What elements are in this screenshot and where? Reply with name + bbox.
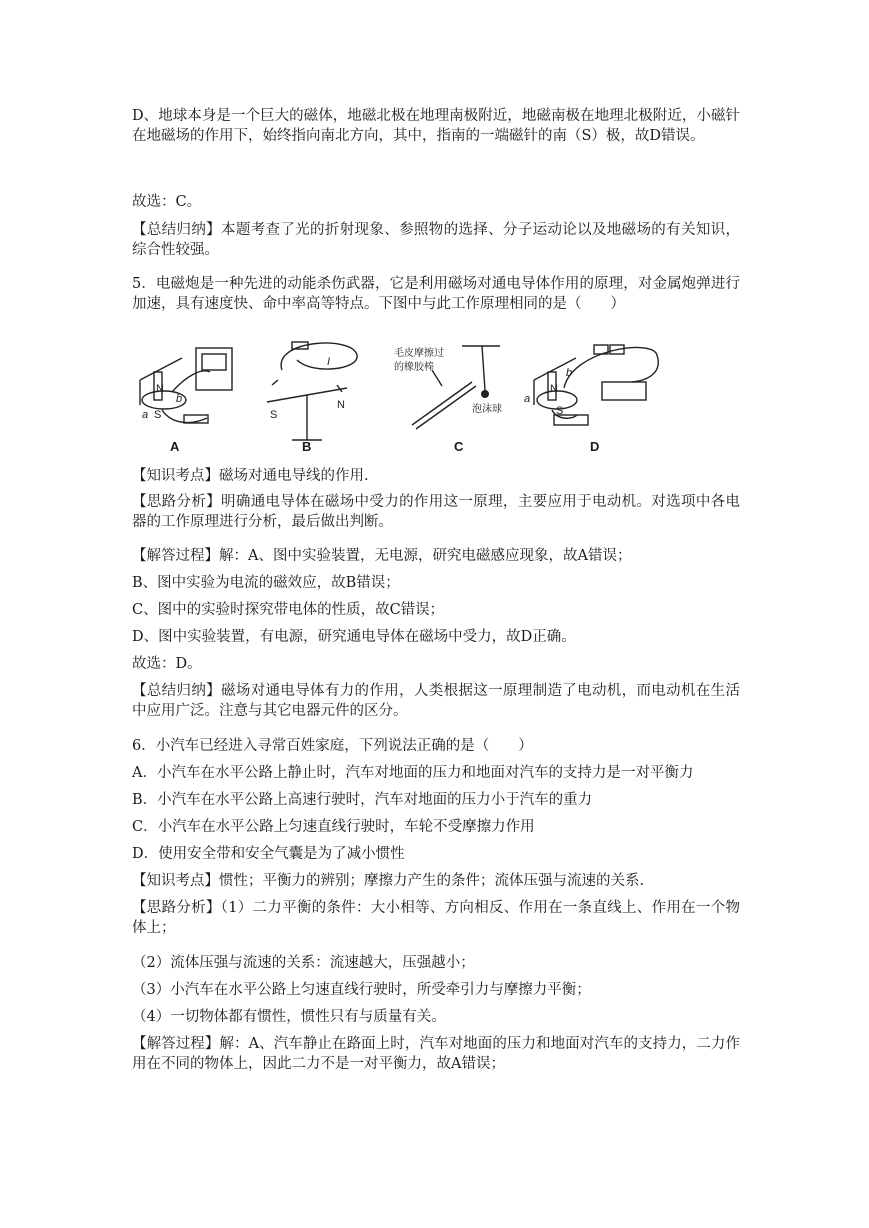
text-line: D、图中实验装置，有电源，研究通电导体在磁场中受力，故D正确。	[132, 629, 576, 645]
text-paragraph: 【总结归纳】磁场对通电导体有力的作用，人类根据这一原理制造了电动机，而电动机在生活中应用广泛。注意与其它电器元件的区分。	[132, 683, 740, 719]
figure-c-text-1: 毛皮摩擦过	[394, 348, 444, 359]
text-line: 故选：C。	[132, 194, 202, 210]
figure-label-a: A	[170, 439, 180, 454]
text-paragraph: 【思路分析】明确通电导体在磁场中受力的作用这一原理，主要应用于电动机。对选项中各电器的工作原理进行分析，最后做出判断。	[132, 494, 740, 530]
figure-d-b-label: b	[566, 367, 573, 379]
text-paragraph: D、地球本身是一个巨大的磁体，地磁北极在地理南极附近，地磁南极在地理北极附近，小磁针在地磁场的作用下，始终指向南北方向，其中，指南的一端磁针的南（S）极，故D错误。	[132, 108, 740, 144]
figure-label-c: C	[454, 439, 464, 454]
question-5: 5．电磁炮是一种先进的动能杀伤武器，它是利用磁场对通电导体作用的原理，对金属炮弹进行加速，具有速度快、命中率高等特点。下图中与此工作原理相同的是（ ）	[132, 276, 740, 312]
text-line: （3）小汽车在水平公路上匀速直线行驶时，所受牵引力与摩擦力平衡；	[132, 982, 591, 998]
option-c: C．小汽车在水平公路上匀速直线行驶时，车轮不受摩擦力作用	[132, 819, 535, 835]
text-line: 【知识考点】磁场对通电导线的作用.	[132, 468, 369, 484]
text-line: 故选：D。	[132, 656, 202, 672]
figure-b-s-label: S	[270, 409, 278, 421]
text-line: 【解答过程】解：A、图中实验装置，无电源，研究电磁感应现象，故A错误；	[132, 548, 632, 564]
figure-d-n-label: N	[550, 383, 558, 395]
option-b: B．小汽车在水平公路上高速行驶时，汽车对地面的压力小于汽车的重力	[132, 792, 593, 808]
text-line: C、图中的实验时探究带电体的性质，故C错误；	[132, 602, 445, 618]
text-line: （2）流体压强与流速的关系：流速越大，压强越小；	[132, 955, 475, 971]
figure-a-s-label: S	[154, 409, 162, 421]
option-a: A．小汽车在水平公路上静止时，汽车对地面的压力和地面对汽车的支持力是一对平衡力	[132, 765, 694, 781]
figure-label-b: B	[302, 439, 312, 454]
figure-a-a-label: a	[142, 409, 149, 421]
text-line: 【知识考点】惯性；平衡力的辨别；摩擦力产生的条件；流体压强与流速的关系.	[132, 873, 645, 889]
figure-drawing	[132, 330, 692, 460]
question-6: 6．小汽车已经进入寻常百姓家庭，下列说法正确的是（ ）	[132, 738, 533, 754]
figure-a-b-label: b	[176, 393, 183, 405]
figure-d-a-label: a	[524, 393, 531, 405]
text-line: （4）一切物体都有惯性，惯性只有与质量有关。	[132, 1009, 446, 1025]
figure-a-n-label: N	[156, 383, 164, 395]
figure-b-n-label: N	[337, 399, 345, 411]
figure-d-s-label: S	[556, 405, 564, 417]
figure-c-text-3: 泡沫球	[472, 404, 502, 415]
text-paragraph: 【思路分析】（1）二力平衡的条件：大小相等、方向相反、作用在一条直线上、作用在一个物体上；	[132, 900, 740, 936]
text-line: B、图中实验为电流的磁效应，故B错误；	[132, 575, 400, 591]
text-paragraph: 【总结归纳】本题考查了光的折射现象、参照物的选择、分子运动论以及地磁场的有关知识，综合性较强。	[132, 222, 740, 258]
figure-options	[132, 330, 692, 460]
text-paragraph: 【解答过程】解：A、汽车静止在路面上时，汽车对地面的压力和地面对汽车的支持力，二力作用在不同的物体上，因此二力不是一对平衡力，故A错误；	[132, 1036, 740, 1072]
figure-c-text-2: 的橡胶棒	[394, 362, 434, 373]
figure-label-d: D	[590, 439, 600, 454]
option-d: D．使用安全带和安全气囊是为了减小惯性	[132, 846, 405, 862]
figure-b-i-label: I	[327, 356, 331, 368]
